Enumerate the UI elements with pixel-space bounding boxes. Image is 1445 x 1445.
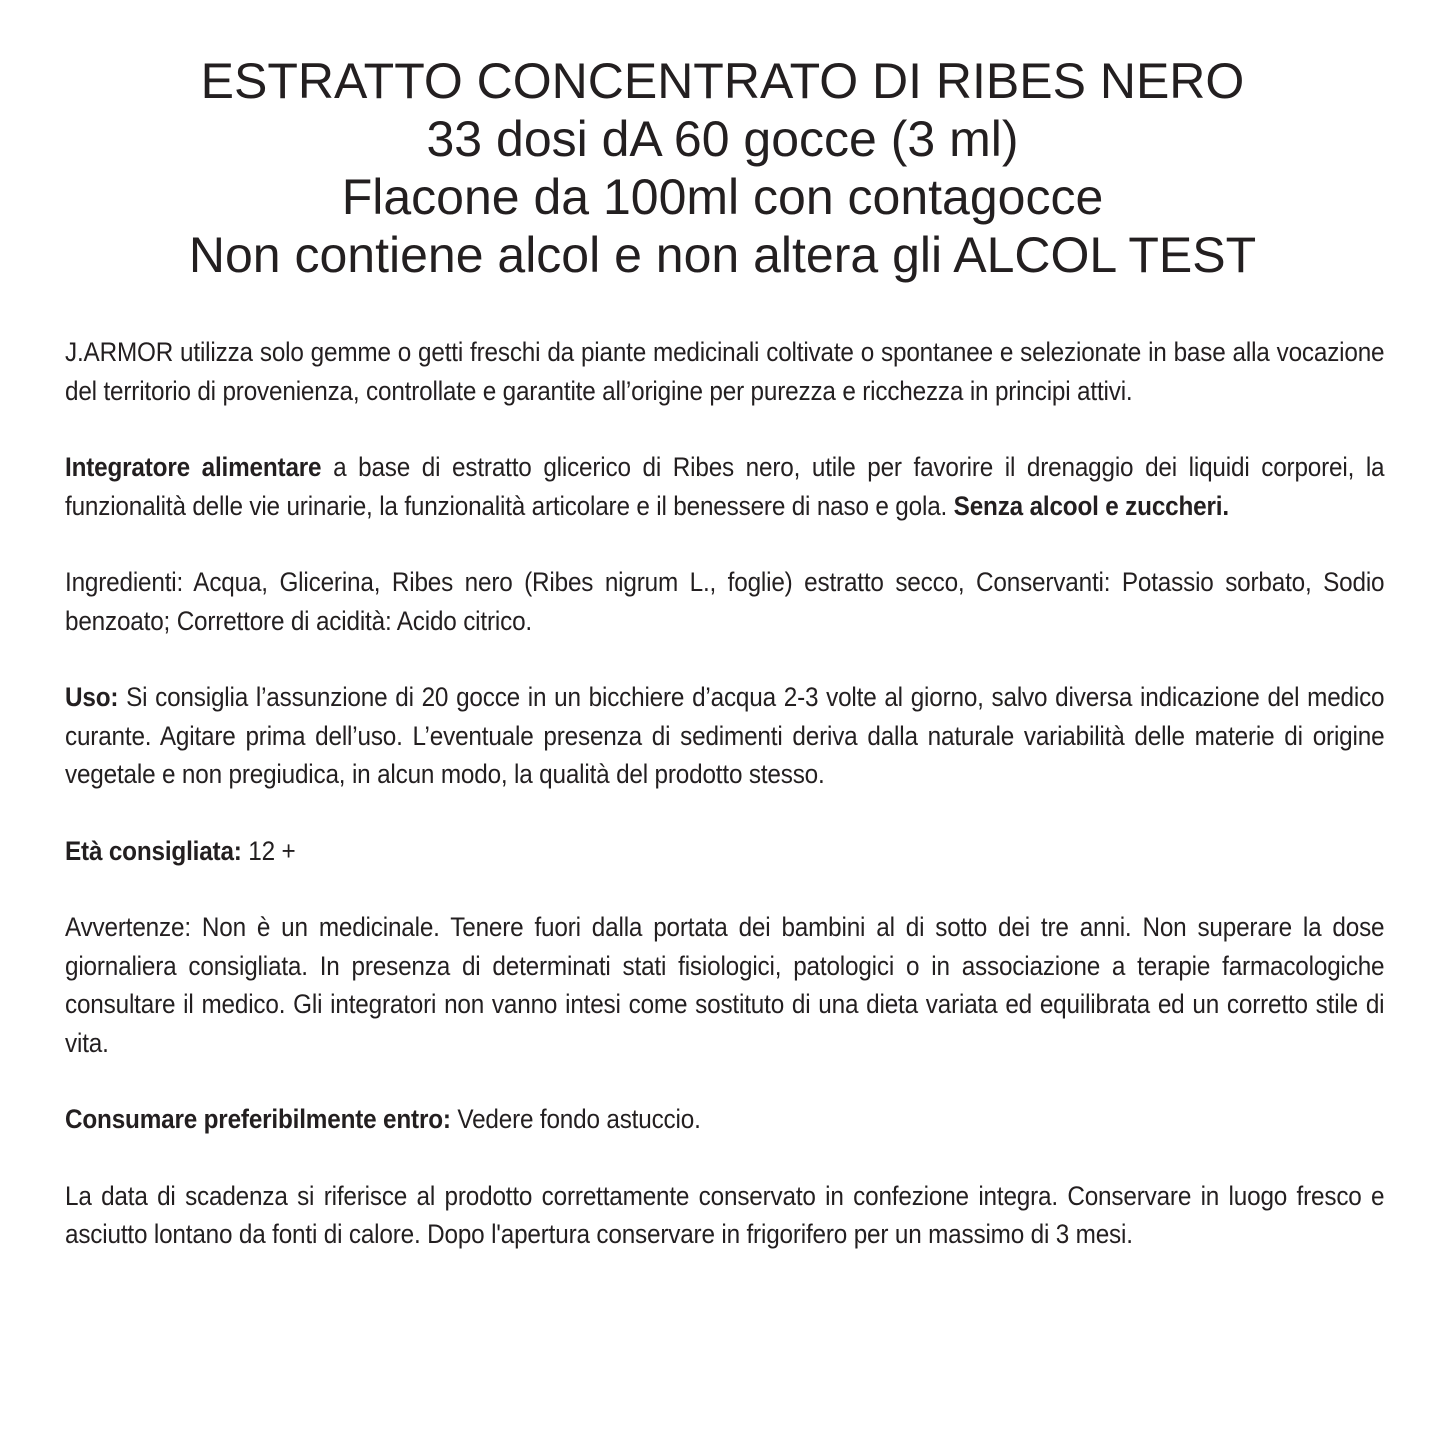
intro-text: J.ARMOR utilizza solo gemme o getti freschi da piante medicinali coltivate o spontanee e selezionate in base alla vocazione del territorio di provenienza, controllate e garantite all’origine per purezza e ricchezza in principi attivi. (65, 337, 1385, 406)
scadenza-paragraph (65, 1177, 1384, 1254)
avvertenze-paragraph (65, 908, 1384, 1062)
dose-info: 33 dosi dA 60 gocce (3 ml) (426, 111, 1019, 167)
uso-paragraph (65, 678, 1384, 794)
ingredienti-paragraph (65, 563, 1384, 640)
uso-text: Si consiglia l’assunzione di 20 gocce in un bicchiere d’acqua 2-3 volte al giorno, salvo diversa indicazione del medico curante. Agitare prima dell’uso. L’eventuale presenza di sedimenti deriva dalla naturale variabilità delle materie di origine vegetale e non pregiudica, in alcun modo, la qualità del prodotto stesso. (65, 682, 1385, 789)
bottle-info: Flacone da 100ml con contagocce (341, 169, 1104, 225)
consumare-label: Consumare preferibilmente entro: (65, 1104, 451, 1134)
alcohol-info: Non contiene alcol e non altera gli ALCOL TEST (188, 227, 1257, 283)
integratore-label: Integratore alimentare (65, 452, 322, 482)
ingredienti-text: Ingredienti: Acqua, Glicerina, Ribes nero (Ribes nigrum L., foglie) estratto secco, Conservanti: Potassio sorbato, Sodio benzoato; Correttore di acidità: Acido citrico. (65, 567, 1385, 636)
consumare-paragraph (65, 1100, 1384, 1139)
scadenza-text: La data di scadenza si riferisce al prodotto correttamente conservato in confezione integra. Conservare in luogo fresco e asciutto lontano da fonti di calore. Dopo l'apertura conservare in frigorifero per un massimo di 3 mesi. (65, 1180, 1385, 1249)
integratore-paragraph (65, 448, 1384, 525)
eta-label: Età consigliata: (65, 835, 242, 866)
eta-paragraph (65, 832, 1384, 871)
product-title: ESTRATTO CONCENTRATO DI RIBES NERO (200, 53, 1245, 109)
avvertenze-text: Avvertenze: Non è un medicinale. Tenere fuori dalla portata dei bambini al di sotto dei tre anni. Non superare la dose giornaliera consigliata. In presenza di determinati stati fisiologici, patologici o in associazione a terapie farmacologiche consultare il medico. Gli integratori non vanno intesi come sostituto di una dieta variata ed equilibrata ed un corretto stile di vita. (65, 912, 1385, 1058)
consumare-value: Vedere fondo astuccio. (450, 1104, 701, 1134)
integratore-note: Senza alcool e zuccheri. (953, 490, 1229, 521)
intro-paragraph (65, 333, 1384, 410)
integratore-text: a base di estratto glicerico di Ribes nero, utile per favorire il drenaggio dei liquidi corporei, la funzionalità delle vie urinarie, la funzionalità articolare e il benessere di naso e gola. (65, 452, 1385, 521)
product-header (0, 52, 1445, 284)
label-body (65, 333, 1385, 1254)
eta-value: 12 + (241, 835, 296, 866)
uso-label: Uso: (65, 682, 119, 712)
